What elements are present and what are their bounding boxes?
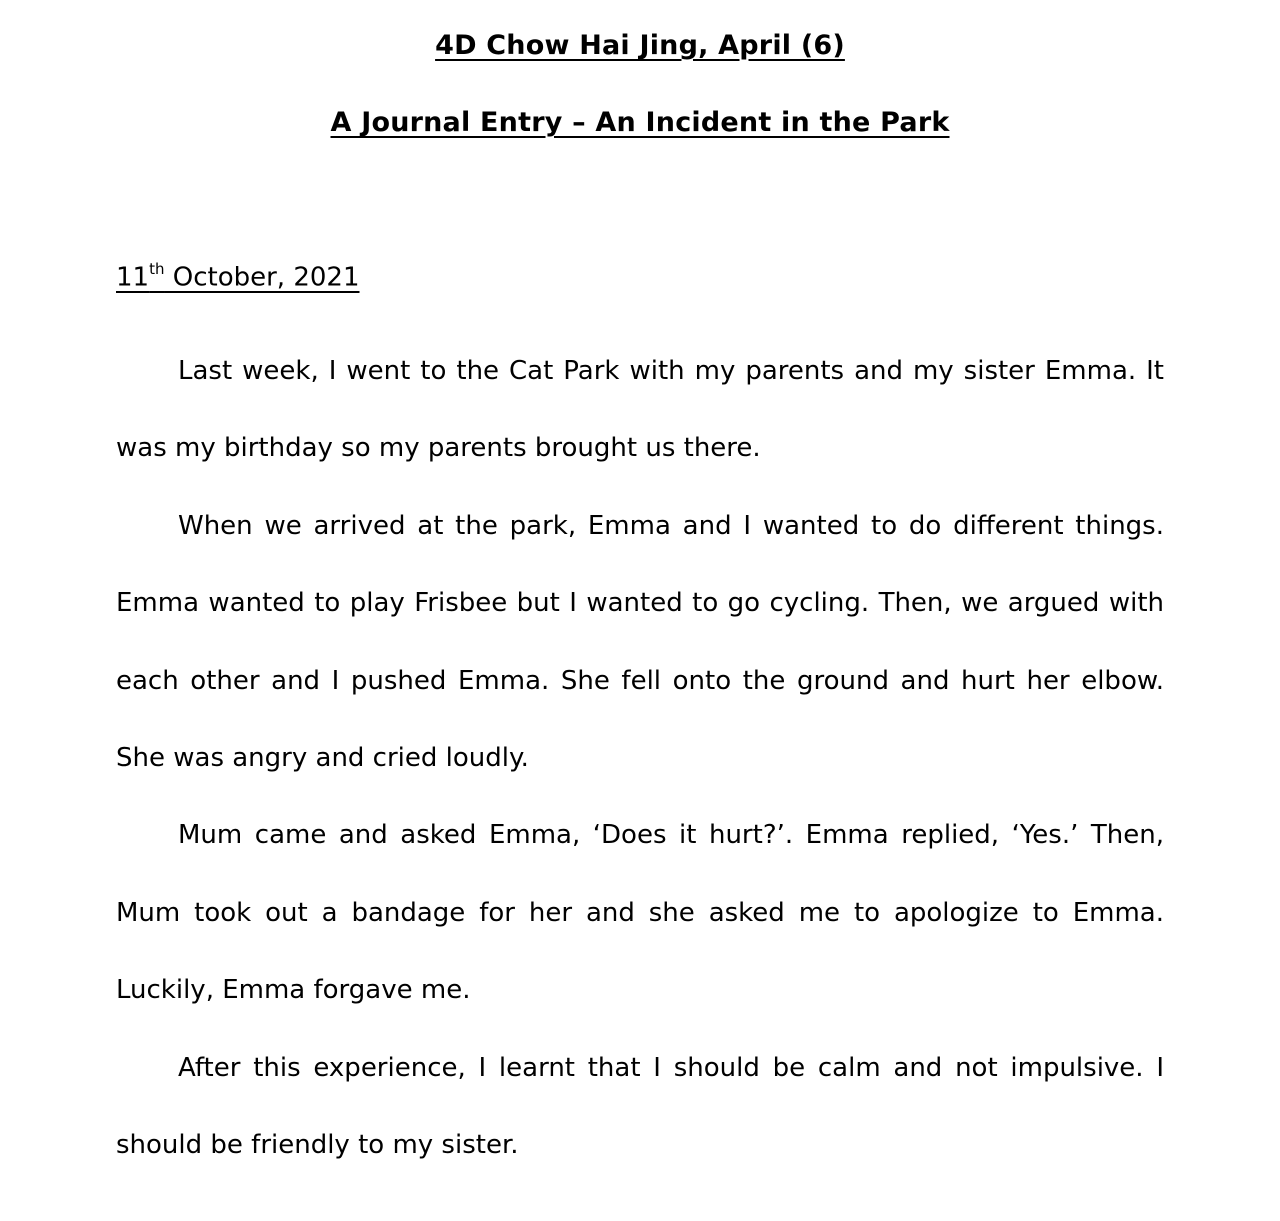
author-line <box>0 30 1280 61</box>
journal-title <box>0 107 1280 138</box>
paragraph-3: Mum came and asked Emma, ‘Does it hurt?’. Emma replied, ‘Yes.’ Then, Mum took out a bandage for her and she asked me to apologize to Emma. Luckily, Emma forgave me. <box>116 820 1164 1006</box>
date-suffix: th <box>149 260 165 278</box>
entry-date <box>116 262 360 293</box>
date-day: 11 <box>116 262 150 293</box>
author-line-text: 4D Chow Hai Jing, April (6) <box>435 30 845 61</box>
journal-body <box>116 333 1164 1184</box>
paragraph-2: When we arrived at the park, Emma and I wanted to do different things. Emma wanted to play Frisbee but I wanted to go cycling. Then, we argued with each other and I pushed Emma. She fell onto the ground and hurt her elbow. She was angry and cried loudly. <box>116 510 1164 774</box>
journal-title-text: A Journal Entry – An Incident in the Park <box>330 107 950 138</box>
date-rest: October, 2021 <box>164 262 360 293</box>
paragraph-1: Last week, I went to the Cat Park with my parents and my sister Emma. It was my birthday so my parents brought us there. <box>116 356 1164 464</box>
paragraph-4: After this experience, I learnt that I should be calm and not impulsive. I should be friendly to my sister. <box>116 1052 1164 1161</box>
